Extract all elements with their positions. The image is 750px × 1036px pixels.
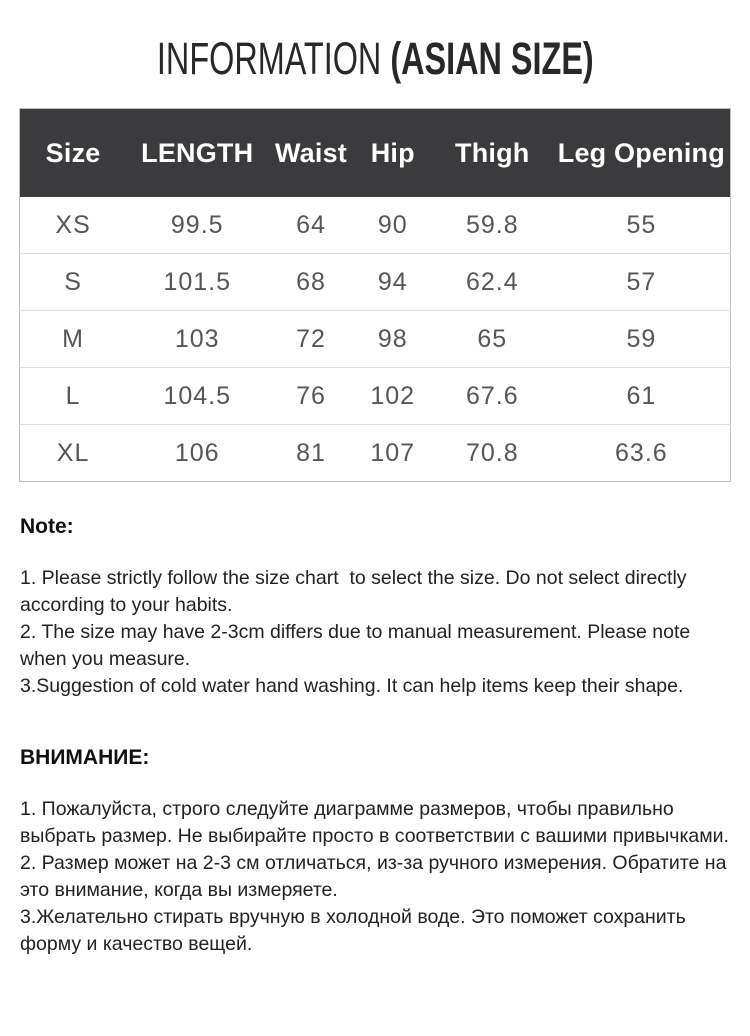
table-cell: 65: [432, 311, 553, 368]
table-header-row: [20, 109, 731, 198]
table-cell: 107: [354, 425, 432, 482]
table-row-xs: [20, 197, 731, 254]
table-cell: 70.8: [432, 425, 553, 482]
column-header-length: LENGTH: [126, 109, 268, 198]
table-cell: 68: [268, 254, 353, 311]
table-cell: 64: [268, 197, 353, 254]
attention-item-3: 3.Желательно стирать вручную в холодной воде. Это поможет сохранить форму и качество вещей.: [20, 906, 692, 955]
note-item-2: 2. The size may have 2-3cm differs due to manual measurement. Please note when you measure.: [20, 621, 696, 670]
table-cell: 98: [354, 311, 432, 368]
table-cell: 67.6: [432, 368, 553, 425]
table-cell: 62.4: [432, 254, 553, 311]
size-label: L: [20, 368, 127, 425]
table-cell: 106: [126, 425, 268, 482]
table-row-xl: [20, 425, 731, 482]
table-row-s: [20, 254, 731, 311]
table-cell: 102: [354, 368, 432, 425]
attention-section: [20, 746, 730, 958]
page-title: [0, 33, 750, 84]
attention-item-2: 2. Размер может на 2-3 см отличаться, из-за ручного измерения. Обратите на это внимание, когда вы измеряете.: [20, 852, 732, 901]
attention-item-1: 1. Пожалуйста, строго следуйте диаграмме размеров, чтобы правильно выбрать размер. Не выбирайте просто в соответствии с вашими привычками.: [20, 798, 729, 847]
note-item-1: 1. Please strictly follow the size chart to select the size. Do not select directly according to your habits.: [20, 567, 692, 616]
title-asian-size: (ASIAN SIZE): [389, 33, 594, 84]
table-cell: 72: [268, 311, 353, 368]
column-header-leg-opening: Leg Opening: [553, 109, 731, 198]
table-cell: 81: [268, 425, 353, 482]
table-cell: 63.6: [553, 425, 731, 482]
table-cell: 90: [354, 197, 432, 254]
table-cell: 104.5: [126, 368, 268, 425]
column-header-hip: Hip: [354, 109, 432, 198]
note-title: Note:: [20, 515, 74, 538]
table-cell: 99.5: [126, 197, 268, 254]
table-cell: 94: [354, 254, 432, 311]
size-label: XL: [20, 425, 127, 482]
table-cell: 101.5: [126, 254, 268, 311]
size-label: M: [20, 311, 127, 368]
note-section: [20, 515, 730, 700]
table-cell: 59: [553, 311, 731, 368]
title-information: INFORMATION: [156, 33, 390, 84]
size-chart-table: [19, 108, 731, 482]
column-header-size: Size: [20, 109, 127, 198]
table-cell: 59.8: [432, 197, 553, 254]
size-label: XS: [20, 197, 127, 254]
attention-title: ВНИМАНИЕ:: [20, 746, 150, 769]
table-cell: 61: [553, 368, 731, 425]
table-cell: 57: [553, 254, 731, 311]
column-header-thigh: Thigh: [432, 109, 553, 198]
page-title-text: [156, 33, 594, 84]
column-header-waist: Waist: [268, 109, 353, 198]
table-cell: 103: [126, 311, 268, 368]
table-cell: 76: [268, 368, 353, 425]
table-cell: 55: [553, 197, 731, 254]
table-row-m: [20, 311, 731, 368]
note-item-3: 3.Suggestion of cold water hand washing. It can help items keep their shape.: [20, 675, 684, 697]
table-row-l: [20, 368, 731, 425]
size-label: S: [20, 254, 127, 311]
